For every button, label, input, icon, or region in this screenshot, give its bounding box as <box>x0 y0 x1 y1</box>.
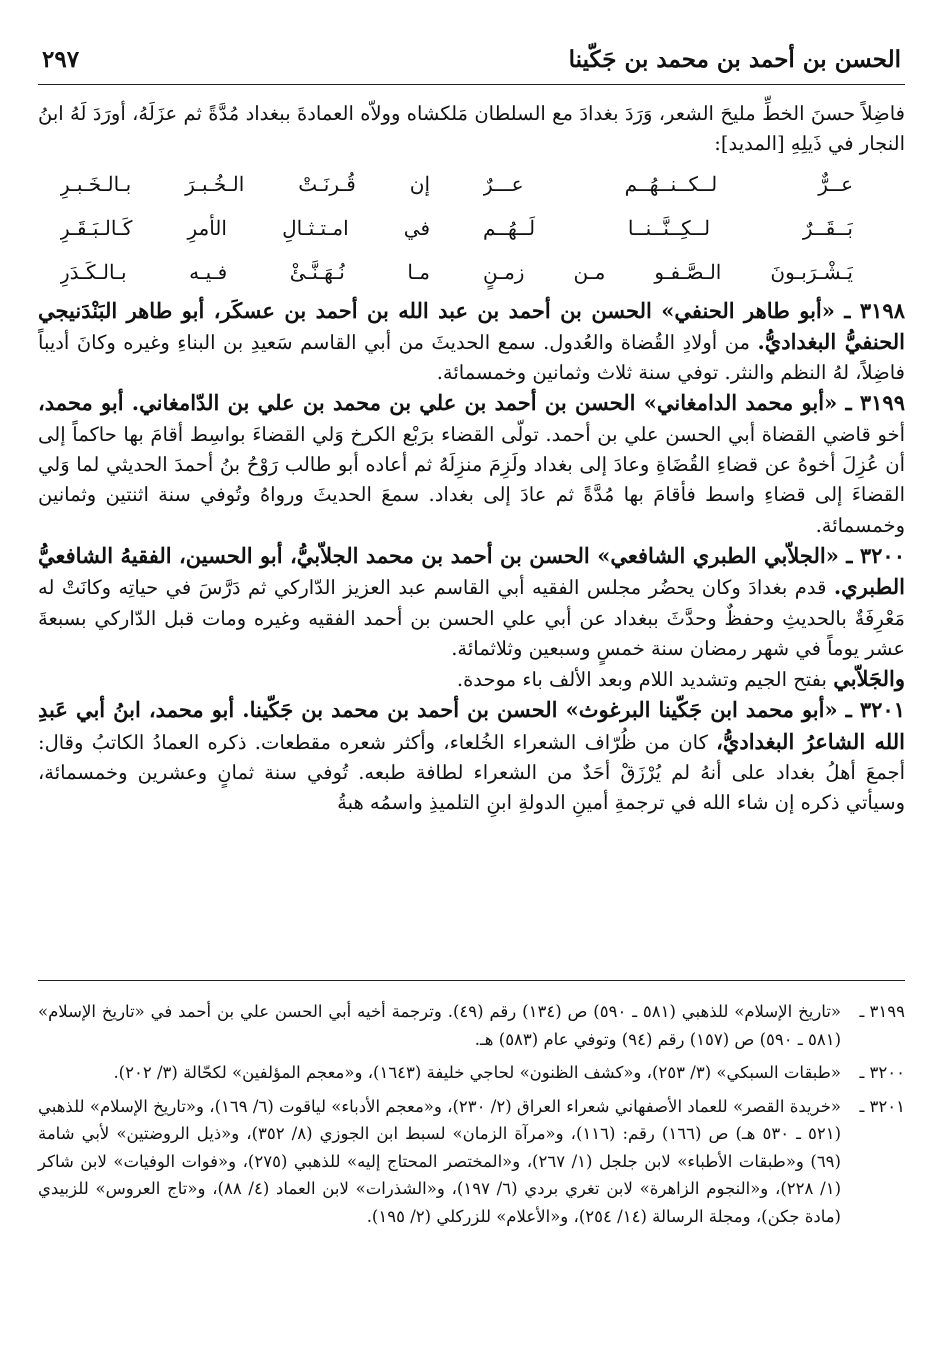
entry-3198 <box>38 296 905 389</box>
footnote-3199 <box>38 998 905 1053</box>
entry-3200 <box>38 541 905 695</box>
poem-verse <box>38 206 905 250</box>
footnote-3201 <box>38 1093 905 1231</box>
footnote-number: ٣٢٠٠ ـ <box>859 1063 905 1082</box>
entry-text: أخو قاضي القضاة أبي الحسن علي بن أحمد. تولّى القضاء برَبْع الكرخ وَلي القضاءَ بواسِط أقامَ بها حاكماً إلى أن عُزِلَ أخوهُ عن قضاءِ القُضَاةِ وعادَ إلى بغداد ولَزِمَ منزِلَهُ ثم أعاده أبو طالب رَوْحُ بنُ أحمدَ الحديثي لما وَلي القضاءَ إلى قضاءِ واسط فأقامَ بها مُدَّةً ثم عادَ إلى بغداد. سمعَ الحديثَ ورواهُ وتُوفي سنة اثنتين وثمانين وخمسمائة. <box>38 422 905 537</box>
footnote-text: «طبقات السبكي» (٣/ ٢٥٣)، و«كشف الظنون» لحاجي خليفة (١٦٤٣)، و«معجم المؤلفين» لكحّالة (٣/ ٢٠٢). <box>113 1063 841 1082</box>
footnote-3200 <box>38 1059 905 1087</box>
entry-note-text: بفتح الجيم وتشديد اللام وبعد الألف باء موحدة. <box>456 668 827 692</box>
page-header <box>38 40 905 85</box>
verse-second-hemistich: مـا نُـهَـنَّـئْ فـيـه بـالـكَـدَرِ <box>60 259 430 284</box>
poem <box>38 162 905 294</box>
entry-text: قدم بغدادَ وكان يحضُر مجلس الفقيه أبي القاسم عبد العزيز الدّاركي ثم دَرَّسَ في حياتِه وكانَتْ له مَعْرِفَةٌ بالحديثِ وحفظٌ وحدَّثَ ببغداد عن أبي علي الحسن بن أحمد الفقيه وغيره ومات قبل الدّاركي بسبعةَ عشر يوماً في شهر رمضان سنة خمسٍ وسبعين وثلاثمائة. <box>38 576 905 660</box>
book-page <box>38 40 905 1340</box>
entry-text: من أولادِ القُضاة والعُدول. سمع الحديثَ من أبي القاسم سَعيدِ بن البناءِ وغيره وكانَ أديباً فاضِلاً، لهُ النظم والنثر. توفي سنة ثلاث وثمانين وخمسمائة. <box>38 330 905 385</box>
footnote-divider <box>38 980 905 981</box>
entry-text: كان من ظُرّاف الشعراء الخُلعاء، وأكثر شعره مقطعات. ذكره العمادُ الكاتبُ وقال: أجمعَ أهلُ بغداد على أنهُ لم يُرْزَقْ أحَدٌ من الشعراء لطافة طبعه. تُوفي سنة ثمانٍ وعشرين وخمسمائة، وسيأتي ذكره إن شاء الله في ترجمةِ أمينِ الدولةِ ابنِ التلميذِ واسمُه هبةُ <box>38 730 905 815</box>
verse-first-hemistich: بَــقَــرٌ لــكِــنَّــنــا لَــهُــم <box>483 215 853 240</box>
entry-3201 <box>38 695 905 818</box>
intro-paragraph: فاضِلاً حسنَ الخطِّ مليحَ الشعر، وَرَدَ بغدادَ مع السلطان مَلكشاه وولاّه العمادةَ ببغداد مُدَّةً ثم عزَلَهُ، أورَدَ لَهُ ابنُ النجار في ذَيلِهِ [المديد]: <box>38 102 905 156</box>
verse-first-hemistich: يَـشْـرَبـونَ الـصَّـفـو مـن زمـنٍ <box>483 259 853 284</box>
entry-3199 <box>38 388 905 540</box>
entry-heading: ٣١٩٩ ـ «أبو محمد الدامغاني» الحسن بن أحمد بن علي بن محمد بن علي بن الدّامغاني. أبو محمد، <box>38 390 905 416</box>
footnote-text: «خريدة القصر» للعماد الأصفهاني شعراء العراق (٢/ ٢٣٠)، و«معجم الأدباء» لياقوت (٦/ ١٦٩)، و«تاريخ الإسلام» للذهبي (٥٢١ ـ ٥٣٠ هـ) ص (١٦٦) رقم: (١١٦)، و«مرآة الزمان» لسبط ابن الجوزي (٨/ ٣٥٢)، و«ذيل الروضتين» لأبي شامة (٦٩) و«طبقات الأطباء» لابن جلجل (١/ ٢٦٧)، و«المختصر المحتاج إليه» للذهبي (٢٧٥)، و«فوات الوفيات» لابن شاكر (١/ ٢٢٨)، و«النجوم الزاهرة» لابن تغري بردي (٦/ ١٩٧)، و«الشذرات» لابن العماد (٤/ ٨٨)، و«تاج العروس» للزبيدي (مادة جكن)، ومجلة الرسالة (١٤/ ٢٥٤)، و«الأعلام» للزركلي (٢/ ١٩٥). <box>38 1096 842 1226</box>
poem-verse <box>38 250 905 294</box>
entry-heading: ٣٢٠١ ـ «أبو محمد ابن جَكّينا البرغوث» الحسن بن أحمد بن محمد بن جَكّينا. أبو محمد، ابنُ أبي عَبدِ الله الشاعرُ البغداديُّ، <box>38 697 905 754</box>
verse-second-hemistich: في امـتـثـالِ الأمرِ كَـالـبَـقَـرِ <box>60 215 430 240</box>
entry-heading: ٣٢٠٠ ـ «الجلاّبي الطبري الشافعي» الحسن بن أحمد بن محمد الجلاّبيُّ، أبو الحسين، الفقيهُ الشافعيُّ الطبري. <box>38 542 905 600</box>
footnote-number: ٣١٩٩ ـ <box>859 1002 905 1021</box>
entry-note-term: والجَلاّبي <box>833 666 905 692</box>
verse-second-hemistich: إن قُـرنَـتْ الـخُـبـرَ بـالـخَـبـرِ <box>60 171 430 196</box>
footnote-number: ٣٢٠١ ـ <box>859 1096 905 1116</box>
poem-verse <box>38 162 905 206</box>
entry-heading: ٣١٩٨ ـ «أبو طاهر الحنفي» الحسن بن أحمد بن عبد الله بن أحمد بن عسكَر، أبو طاهر البَنْدَنيجي الحنفيُّ البغداديُّ. <box>38 297 906 354</box>
running-title: الحسن بن أحمد بن محمد بن جَكّينا <box>568 46 901 73</box>
main-text <box>38 99 905 819</box>
page-number: ٢٩٧ <box>42 46 80 73</box>
verse-first-hemistich: عــرٌّ لــكــنــهُــم عـــرٌ <box>483 171 853 196</box>
footnotes <box>38 998 905 1236</box>
footnote-text: «تاريخ الإسلام» للذهبي (٥٨١ ـ ٥٩٠) ص (١٣٤) رقم (٤٩). وترجمة أخيه أبي الحسن علي بن أحمد في «تاريخ الإسلام» (٥٨١ ـ ٥٩٠) ص (١٥٧) رقم (٩٤) وتوفي عام (٥٨٣) هـ. <box>38 1002 842 1049</box>
